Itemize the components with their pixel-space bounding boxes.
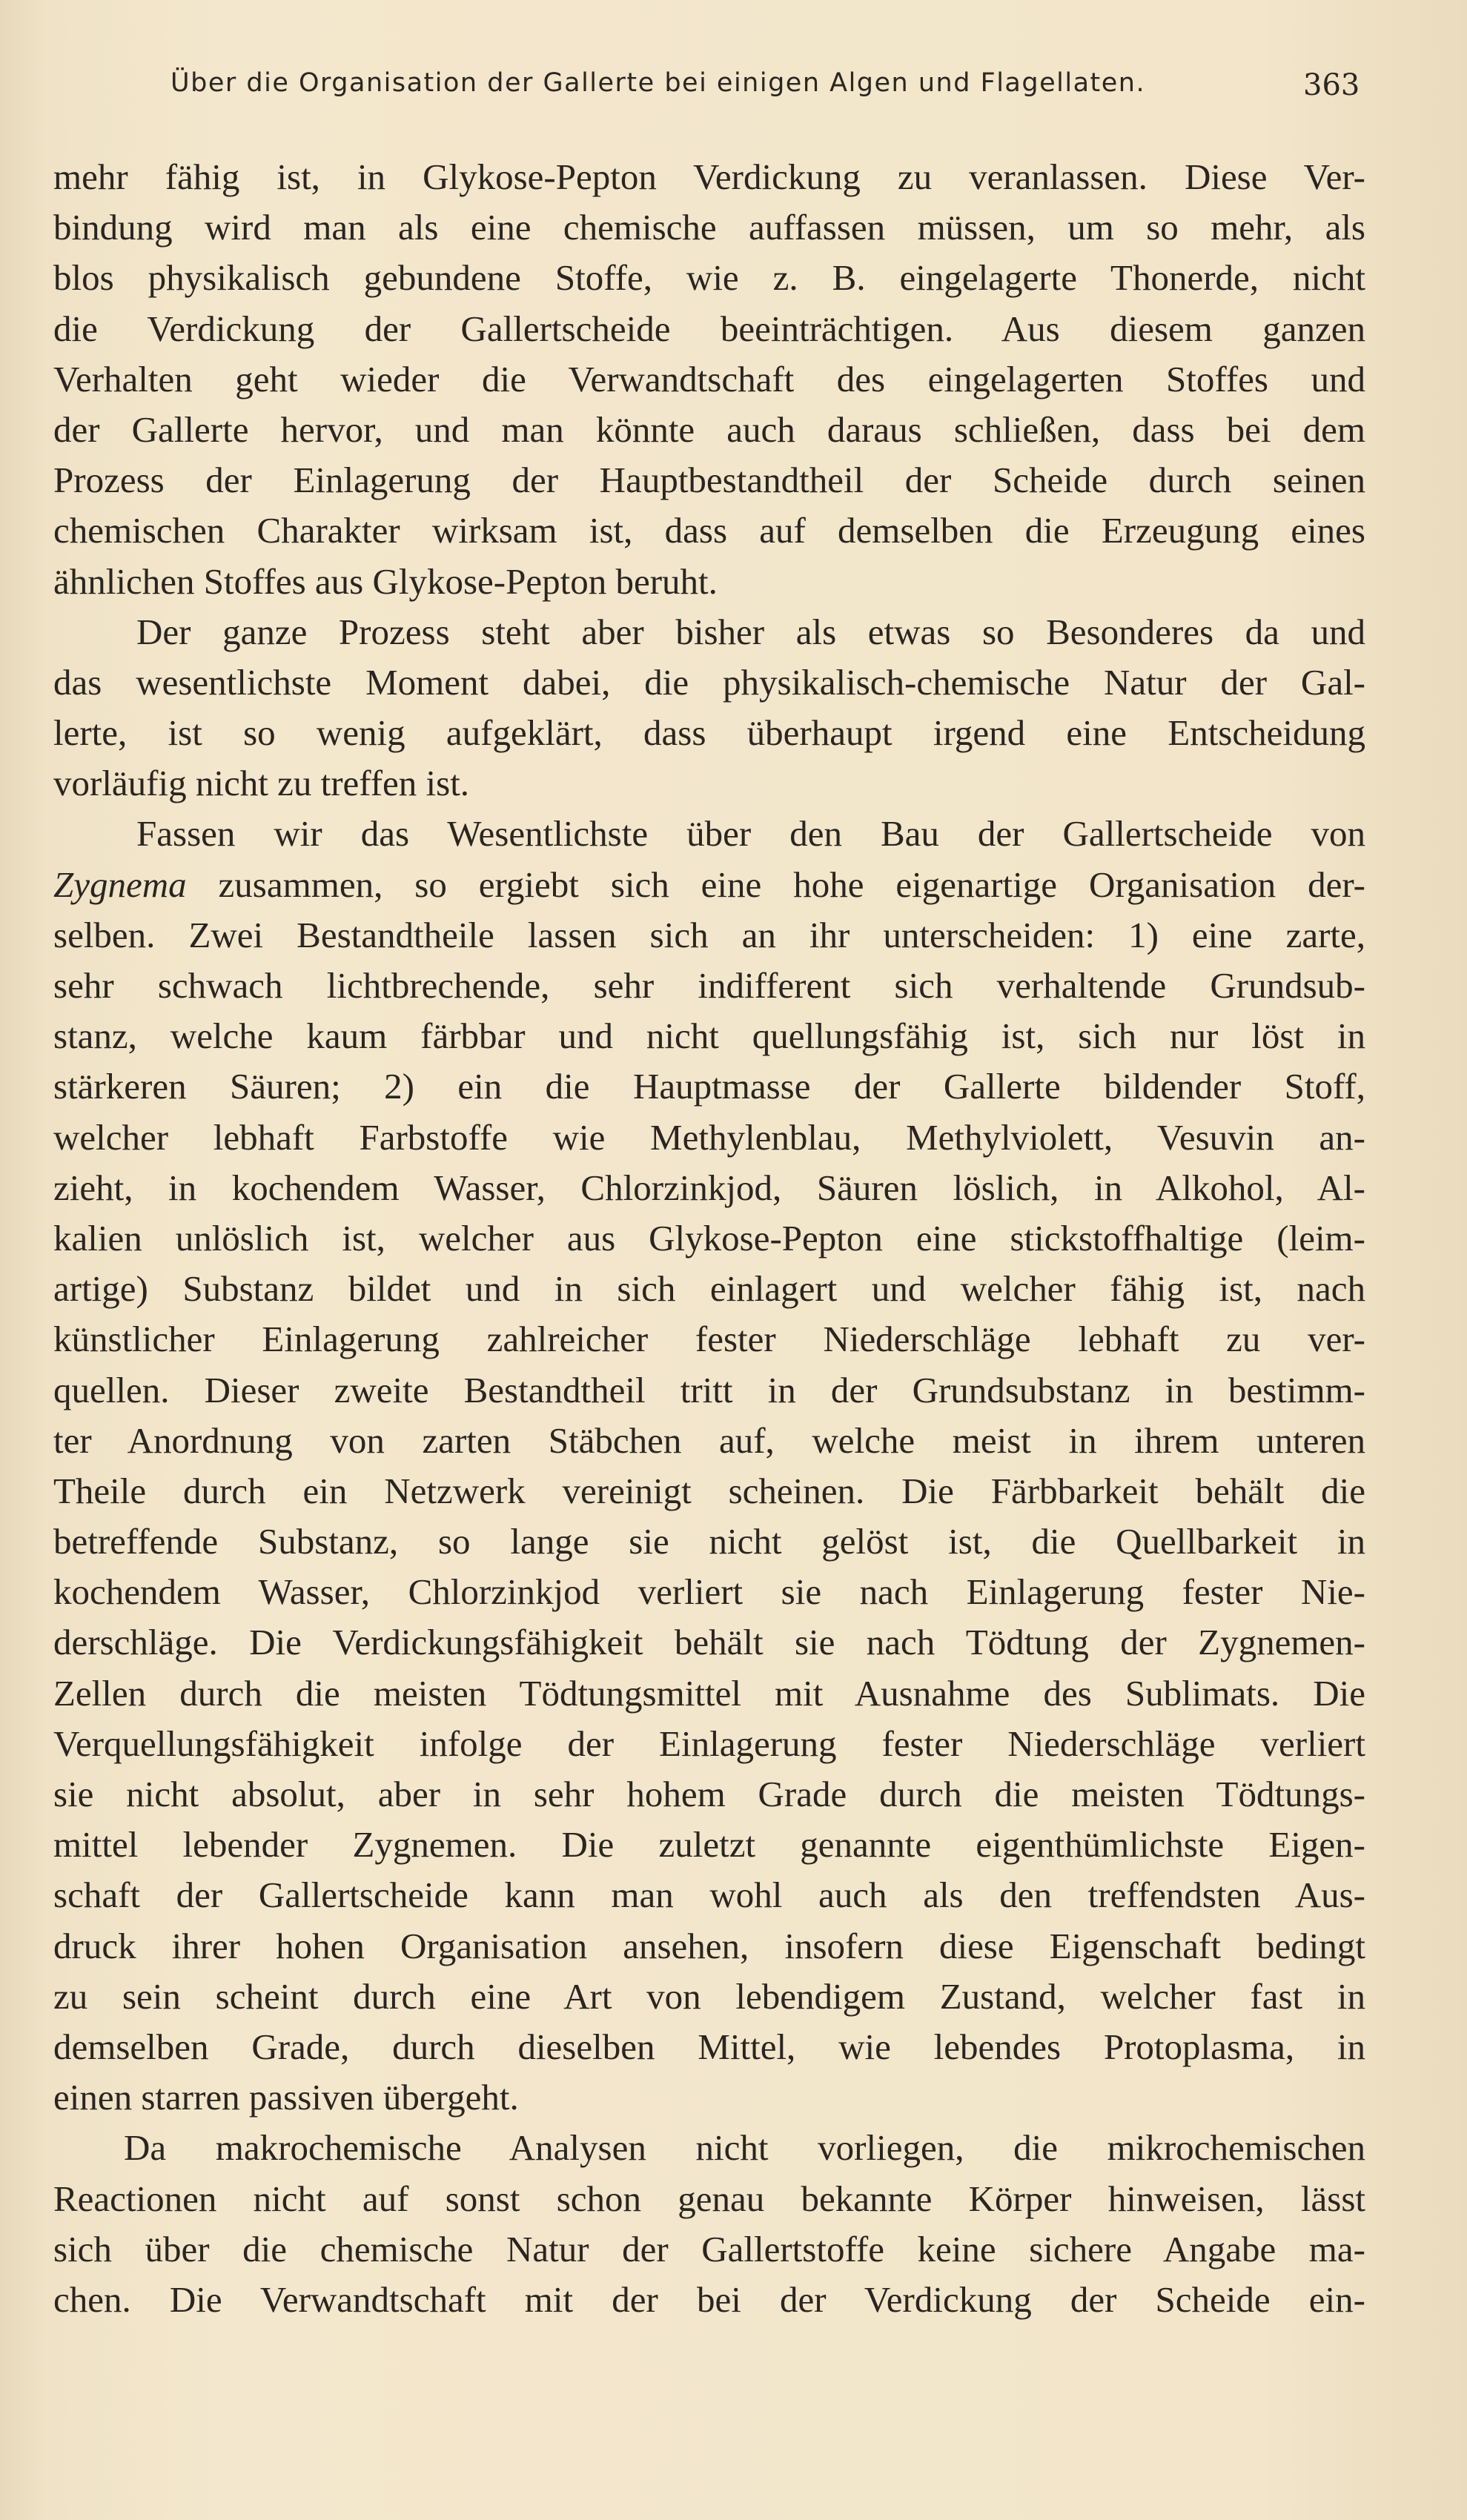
text-line: quellen. Dieser zweite Bestandtheil tritt in der Grundsubstanz in bestimm-: [53, 1369, 1365, 1410]
text-line: vorläufig nicht zu treffen ist.: [53, 763, 470, 804]
text-line: stanz, welche kaum färbbar und nicht quellungsfähig ist, sich nur löst in: [53, 1015, 1365, 1057]
text-line: lerte, ist so wenig aufgeklärt, dass überhaupt irgend eine Entscheidung: [53, 712, 1365, 754]
text-line: welcher lebhaft Farbstoffe wie Methylenblau, Methylviolett, Vesuvin an-: [53, 1116, 1365, 1158]
text-line: sie nicht absolut, aber in sehr hohem Grade durch die meisten Tödtungs-: [53, 1774, 1365, 1814]
text-line: künstlicher Einlagerung zahlreicher fester Niederschläge lebhaft zu ver-: [53, 1319, 1365, 1360]
text-line: Da makrochemische Analysen nicht vorliegen, die mikrochemischen: [124, 2127, 1365, 2169]
text-line: Der ganze Prozess steht aber bisher als etwas so Besonderes da und: [136, 611, 1365, 652]
text-line: mehr fähig ist, in Glykose-Pepton Verdickung zu veranlassen. Diese Ver-: [53, 156, 1365, 197]
text-line: chemischen Charakter wirksam ist, dass auf demselben die Erzeugung eines: [53, 510, 1365, 551]
text-line: blos physikalisch gebundene Stoffe, wie z. B. eingelagerte Thonerde, nicht: [53, 257, 1365, 299]
text-line: kochendem Wasser, Chlorzinkjod verliert sie nach Einlagerung fester Nie-: [53, 1571, 1365, 1613]
text-line: zu sein scheint durch eine Art von lebendigem Zustand, welcher fast in: [53, 1975, 1365, 2017]
text-line: einen starren passiven übergeht.: [53, 2077, 519, 2118]
text-line: kalien unlöslich ist, welcher aus Glykose-Pepton eine stickstoffhaltige (leim-: [53, 1217, 1365, 1259]
text-line: Verhalten geht wieder die Verwandtschaft des eingelagerten Stoffes und: [53, 358, 1365, 399]
text-line: selben. Zwei Bestandtheile lassen sich an ihr unterscheiden: 1) eine zarte,: [53, 914, 1365, 955]
text-line: sehr schwach lichtbrechende, sehr indifferent sich verhaltende Grundsub-: [53, 965, 1365, 1006]
italic-genus: Zygnema: [53, 863, 187, 905]
text-line: Prozess der Einlagerung der Hauptbestandtheil der Scheide durch seinen: [53, 460, 1365, 501]
text-line: der Gallerte hervor, und man könnte auch daraus schließen, dass bei dem: [53, 408, 1365, 450]
text-line: Fassen wir das Wesentlichste über den Bau der Gallertscheide von: [136, 813, 1365, 855]
text-line: derschläge. Die Verdickungsfähigkeit behält sie nach Tödtung der Zygnemen-: [53, 1622, 1365, 1663]
text-fragment: zusammen, so ergiebt sich eine hohe eigenartige Organisation der-: [186, 863, 1365, 905]
text-line: Reactionen nicht auf sonst schon genau bekannte Körper hinweisen, lässt: [53, 2178, 1365, 2219]
text-line: druck ihrer hohen Organisation ansehen, insofern diese Eigenschaft bedingt: [53, 1925, 1365, 1966]
text-line: zieht, in kochendem Wasser, Chlorzinkjod, Säuren löslich, in Alkohol, Al-: [53, 1167, 1365, 1208]
text-line: Verquellungsfähigkeit infolge der Einlagerung fester Niederschläge verliert: [53, 1722, 1365, 1764]
text-line: mittel lebender Zygnemen. Die zuletzt genannte eigenthümlichste Eigen-: [53, 1824, 1365, 1866]
running-title: Über die Organisation der Gallerte bei einigen Algen und Flagellaten.: [170, 68, 1146, 98]
text-line: das wesentlichste Moment dabei, die physikalisch-chemische Natur der Gal-: [53, 661, 1365, 703]
text-line: Zellen durch die meisten Tödtungsmittel mit Ausnahme des Sublimats. Die: [53, 1672, 1365, 1714]
text-line: demselben Grade, durch dieselben Mittel, wie lebendes Protoplasma, in: [53, 2026, 1365, 2067]
text-line: stärkeren Säuren; 2) ein die Hauptmasse der Gallerte bildender Stoff,: [53, 1066, 1365, 1107]
text-line: schaft der Gallertscheide kann man wohl auch als den treffendsten Aus-: [53, 1874, 1365, 1916]
page-number: 363: [1303, 68, 1360, 102]
text-line: betreffende Substanz, so lange sie nicht gelöst ist, die Quellbarkeit in: [53, 1521, 1365, 1562]
text-line: Theile durch ein Netzwerk vereinigt scheinen. Die Färbbarkeit behält die: [53, 1470, 1365, 1511]
body-text: [53, 152, 1365, 2325]
text-line: sich über die chemische Natur der Gallertstoffe keine sichere Angabe ma-: [53, 2228, 1365, 2269]
text-line: chen. Die Verwandtschaft mit der bei der Verdickung der Scheide ein-: [53, 2278, 1365, 2320]
text-line: bindung wird man als eine chemische auffassen müssen, um so mehr, als: [53, 207, 1365, 248]
text-line-with-italic: [53, 860, 1365, 910]
text-line: artige) Substanz bildet und in sich einlagert und welcher fähig ist, nach: [53, 1268, 1365, 1310]
text-line: ter Anordnung von zarten Stäbchen auf, welche meist in ihrem unteren: [53, 1419, 1365, 1461]
text-line: die Verdickung der Gallertscheide beeinträchtigen. Aus diesem ganzen: [53, 308, 1365, 349]
text-line: ähnlichen Stoffes aus Glykose-Pepton beruht.: [53, 560, 718, 602]
